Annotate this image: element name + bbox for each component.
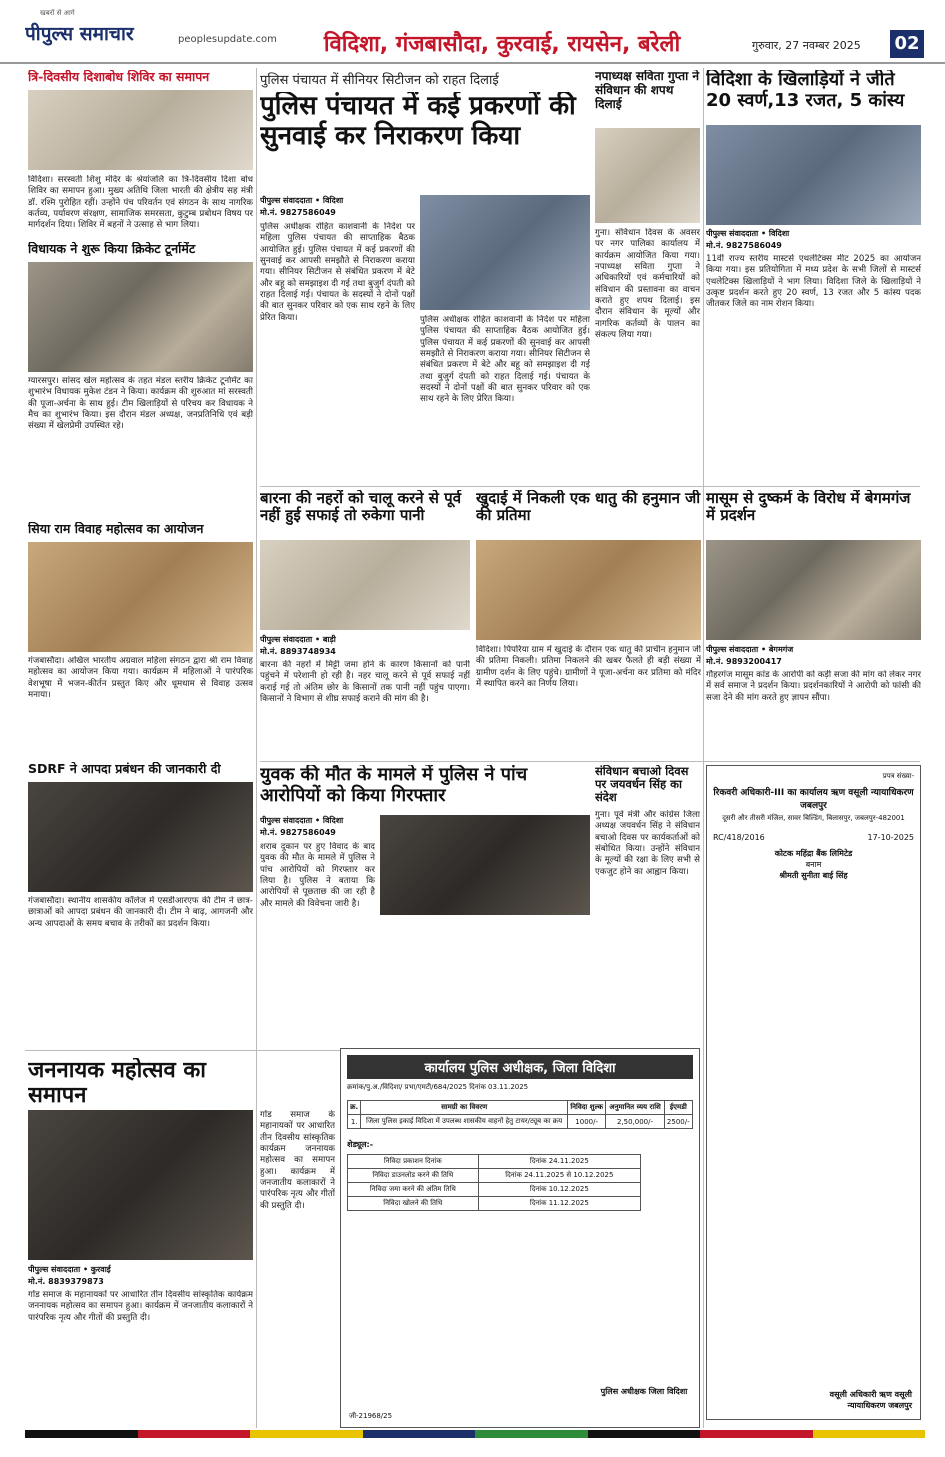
table-row	[348, 1169, 641, 1183]
tender-header-row	[348, 1101, 693, 1115]
table-row	[348, 1197, 641, 1211]
tender-notice	[340, 1048, 700, 1428]
byline-main: पीपुल्स संवाददाता • विदिशा	[260, 196, 344, 205]
table-row	[348, 1155, 641, 1169]
court-heading: प्रपत्र संख्या-	[882, 772, 914, 780]
edition-cities: विदिशा, गंजबासौदा, कुरवाई, रायसेन, बरेली	[323, 32, 681, 57]
body-canal: बारना की नहरों में मिट्टी जमा होने के कारण किसानों को पानी पहुंचने में परेशानी हो रही है। नहर चालू करने से पूर्व सफाई नहीं कराई गई तो अंतिम छोर के किसानों तक पानी नहीं पहुंच पाएगा। किसानों ने विभाग से शीघ्र सफाई कराने की मांग की है।	[260, 660, 470, 705]
tender-cell: जिला पुलिस इकाई विदिशा में उपलब्ध शासकीय वाहनों हेतु टायर/ट्यूब का क्रय	[361, 1115, 567, 1129]
headline-hanuman: खुदाई में निकली एक धातु की हनुमान जी की प्रतिमा	[476, 490, 701, 525]
headline-sports: विदिशा के खिलाड़ियों ने जीते 20 स्वर्ण,13 रजत, 5 कांस्य	[706, 70, 905, 111]
website-link[interactable]: peoplesupdate.com	[178, 34, 277, 45]
photo-murder	[380, 815, 590, 915]
photo-janjatiya	[28, 1110, 253, 1260]
headline-main: पुलिस पंचायत में कई प्रकरणों की सुनवाई कर निराकरण किया	[260, 92, 576, 151]
headline-protest: मासूम से दुष्कर्म के विरोध में बेगमगंज में प्रदर्शन	[706, 490, 911, 525]
byline-canal: पीपुल्स संवाददाता • बाड़ी	[260, 635, 336, 644]
column-divider	[703, 68, 704, 1428]
tender-col: निविदा शुल्क	[567, 1101, 606, 1115]
tender-ref: क्रमांक/पु.अ./विदिशा/ प्रभा/एमटी/684/2025 दिनांक 03.11.2025	[347, 1083, 529, 1091]
tender-schedule-title: शेड्यूल:-	[347, 1140, 374, 1149]
footer-color-bar	[25, 1430, 925, 1438]
body-main-cont: पुलिस अधीक्षक रोहित काशवानी के निर्देश पर महिला पुलिस पंचायत की साप्ताहिक बैठक आयोजित हुई। पुलिस पंचायत में कई प्रकरणों की सुनवाई कर आपसी समझौते से निराकरण कराया गया। सीनियर सिटीजन से संबंधित प्रकरण में बेटे और बहू को समझाइश दी गई तथा बुजुर्ग दंपती को राहत दिलाई गई। पंचायत के सदस्यों ने दोनों पक्षों की बात सुनकर परिवार को एक साथ रहने के लिए प्रेरित किया।	[420, 315, 590, 405]
body-protest: गौहरगंज मासूम कांड के आरोपी को कड़ी सजा की मांग को लेकर नगर में सर्व समाज ने प्रदर्शन किया। प्रदर्शनकारियों ने आरोपी को फांसी की सजा देने की मांग करते हुए ज्ञापन सौंपा।	[706, 670, 921, 703]
byline-protest: पीपुल्स संवाददाता • बेगमगंज	[706, 645, 794, 654]
schedule-label: निविदा डाउनलोड करने की तिथि	[348, 1169, 479, 1183]
body-main: पुलिस अधीक्षक रोहित काशवानी के निर्देश पर महिला पुलिस पंचायत की साप्ताहिक बैठक आयोजित हुई। पुलिस पंचायत में कई प्रकरणों की सुनवाई कर आपसी समझौते से निराकरण कराया गया। सीनियर सिटीजन से संबंधित प्रकरण में बेटे और बहू को समझाइश दी गई तथा बुजुर्ग दंपती को राहत दिलाई गई। पंचायत के सदस्यों ने दोनों पक्षों की बात सुनकर परिवार को एक साथ रहने के लिए प्रेरित किया।	[260, 222, 415, 323]
body-cricket: ग्यारसपुर। सांसद खेल महोत्सव के तहत मंडल स्तरीय क्रिकेट टूर्नामेंट का शुभारंभ विधायक मुकेश टंडन ने किया। कार्यक्रम की शुरुआत मां सरस्वती की पूजा-अर्चना के साथ हुई। टीम खिलाड़ियों से परिचय कर विधायक ने मैच का शुभारंभ किया। इस दौरान मंडल अध्यक्ष, जनप्रतिनिधि एवं बड़ी संख्या में खेलप्रेमी उपस्थित रहे।	[28, 376, 253, 432]
court-sign: वसूली अधिकारी ऋण वसूली न्यायाधिकरण जबलपुर	[829, 1390, 912, 1410]
body-sahsumat: गुना। संविधान दिवस के अवसर पर नगर पालिका कार्यालय में कार्यक्रम आयोजित किया गया। नपाध्यक्ष सविता गुप्ता ने अधिकारियों एवं कर्मचारियों को संविधान की प्रस्तावना का वाचन कराते हुए शपथ दिलाई। इस दौरान संविधान के मूल्यों और नागरिक कर्तव्यों के पालन का संकल्प लिया गया।	[595, 228, 700, 341]
byline-sports: पीपुल्स संवाददाता • विदिशा	[706, 229, 790, 238]
tender-table	[347, 1100, 693, 1129]
schedule-label: निविदा खोलने की तिथि	[348, 1197, 479, 1211]
photo-sdrf	[28, 782, 253, 892]
schedule-value: दिनांक 24.11.2025	[478, 1155, 640, 1169]
court-date: 17-10-2025	[867, 833, 914, 842]
mobile-murder: मो.नं. 9827586049	[260, 828, 336, 837]
table-row	[348, 1183, 641, 1197]
body-sdrf: गंजबासौदा। स्थानीय शासकीय कॉलेज में एसडीआरएफ की टीम ने छात्र-छात्राओं को आपदा प्रबंधन की जानकारी दी। टीम ने बाढ़, आगजनी और अन्य आपदाओं के समय बचाव के तरीकों का प्रदर्शन किया।	[28, 896, 253, 929]
body-janjatiya: गोंड समाज के महानायकों पर आधारित तीन दिवसीय सांस्कृतिक कार्यक्रम जननायक महोत्सव का समापन हुआ। कार्यक्रम में जनजातीय कलाकारों ने पारंपरिक नृत्य और गीतों की प्रस्तुति दी।	[28, 1290, 253, 1323]
body-vivah: गंजबासौदा। अखिल भारतीय अग्रवाल महिला संगठन द्वारा श्री राम विवाह महोत्सव का आयोजन किया गया। कार्यक्रम में महिलाओं ने पारंपरिक वेशभूषा में भजन-कीर्तन प्रस्तुत किए और धूमधाम से विवाह उत्सव मनाया।	[28, 656, 253, 701]
headline-canal: बारना की नहरों को चालू करने से पूर्व नहीं हुई सफाई तो रुकेगा पानी	[260, 490, 462, 525]
schedule-value: दिनांक 24.11.2025 से 10.12.2025	[478, 1169, 640, 1183]
mobile-main: मो.नं. 9827586049	[260, 208, 336, 217]
logo-tagline: खबरों से आगे	[40, 9, 75, 17]
photo-cricket	[28, 262, 253, 372]
body-murder: शराब दुकान पर हुए विवाद के बाद युवक की मौत के मामले में पुलिस ने पांच आरोपियों को गिरफ्तार कर लिया है। पुलिस ने बताया कि आरोपियों से पूछताछ की जा रही है और मामले की विवेचना जारी है।	[260, 842, 375, 909]
court-bank: कोटक महिंद्रा बैंक लिमिटेड	[774, 849, 853, 858]
body-sports: 11वीं राज्य स्तरीय मास्टर्स एथलेटिक्स मीट 2025 का आयोजन किया गया। इस प्रतियोगिता में मध्य प्रदेश के सभी जिलों से मास्टर्स एथलेटिक्स खिलाड़ियों ने भाग लिया। विदिशा जिले के खिलाड़ियों ने उत्कृष्ट प्रदर्शन करते हुए 20 स्वर्ण, 13 रजत और 5 कांस्य पदक जीतकर जिले का नाम रोशन किया।	[706, 254, 921, 310]
tender-signature: पुलिस अधीक्षक जिला विदिशा	[600, 1387, 688, 1396]
court-case: RC/418/2016	[713, 833, 765, 842]
byline-murder: पीपुल्स संवाददाता • विदिशा	[260, 816, 344, 825]
headline-murder: युवक की मौत के मामले में पुलिस ने पांच आरोपियों को किया गिरफ्तार	[260, 765, 528, 806]
byline-janjatiya: पीपुल्स संवाददाता • कुरवाई	[28, 1265, 111, 1274]
schedule-label: निविदा जमा करने की अंतिम तिथि	[348, 1183, 479, 1197]
kicker-main: पुलिस पंचायत में सीनियर सिटीजन को राहत दिलाई	[260, 73, 499, 88]
column-divider	[256, 68, 257, 1428]
photo-main	[420, 195, 590, 310]
photo-sports	[706, 125, 921, 225]
newspaper-logo[interactable]: पीपुल्स समाचार	[25, 23, 134, 45]
tender-col: क्र.	[348, 1101, 361, 1115]
photo-vivah	[28, 542, 253, 652]
table-row	[348, 1115, 693, 1129]
photo-shivir	[28, 90, 253, 170]
photo-protest	[706, 540, 921, 640]
edition-date: गुरुवार, 27 नवम्बर 2025	[752, 39, 861, 52]
headline-janjatiya: जननायक महोत्सव का समापन	[28, 1058, 206, 1109]
photo-sahsumat	[595, 128, 700, 223]
mobile-canal: मो.नं. 8893748934	[260, 647, 336, 656]
headline-shivir: त्रि-दिवसीय दिशाबोध शिविर का समापन	[28, 70, 210, 84]
tender-cell: 2,50,000/-	[606, 1115, 664, 1129]
court-versus: बनाम	[805, 860, 822, 869]
schedule-value: दिनांक 10.12.2025	[478, 1183, 640, 1197]
mobile-janjatiya: मो.नं. 8839379873	[28, 1277, 104, 1286]
tender-col: सामग्री का विवरण	[361, 1101, 567, 1115]
row-divider	[260, 486, 920, 487]
schedule-label: निविदा प्रकाशन दिनांक	[348, 1155, 479, 1169]
headline-samvidhan: संविधान बचाओ दिवस पर जयवर्धन सिंह का संदेश	[595, 765, 689, 805]
tender-col: ईएमडी	[664, 1101, 692, 1115]
court-notice	[706, 765, 921, 1420]
tender-footer: जी-21968/25	[349, 1412, 393, 1420]
tender-cell: 1000/-	[567, 1115, 606, 1129]
schedule-value: दिनांक 11.12.2025	[478, 1197, 640, 1211]
headline-vivah: सिया राम विवाह महोत्सव का आयोजन	[28, 522, 204, 536]
tender-col: अनुमानित व्यय राशि	[606, 1101, 664, 1115]
headline-sdrf: SDRF ने आपदा प्रबंधन की जानकारी दी	[28, 762, 221, 776]
body-samvidhan: गुना। पूर्व मंत्री और कांग्रेस जिला अध्यक्ष जयवर्धन सिंह ने संविधान बचाओ दिवस पर कार्यकर्ताओं को संबोधित किया। उन्होंने संविधान के मूल्यों की रक्षा के लिए सभी से एकजुट होने का आह्वान किया।	[595, 810, 700, 877]
page-number: 02	[890, 30, 924, 58]
body-hanuman: विदिशा। पिपरिया ग्राम में खुदाई के दौरान एक धातु की प्राचीन हनुमान जी की प्रतिमा निकली। प्रतिमा निकलने की खबर फैलते ही बड़ी संख्या में ग्रामीण दर्शन के लिए पहुंचे। ग्रामीणों ने पूजा-अर्चना कर प्रतिमा को मंदिर में स्थापित करने का निर्णय लिया।	[476, 645, 701, 690]
row-divider	[260, 761, 920, 762]
tender-schedule	[347, 1154, 641, 1211]
body-janjatiya-cont: गोंड समाज के महानायकों पर आधारित तीन दिवसीय सांस्कृतिक कार्यक्रम जननायक महोत्सव का समापन हुआ। कार्यक्रम में जनजातीय कलाकारों ने पारंपरिक नृत्य और गीतों की प्रस्तुति दी।	[260, 1110, 335, 1211]
tender-cell: 1.	[348, 1115, 361, 1129]
photo-hanuman	[476, 540, 701, 640]
row-divider	[25, 1050, 340, 1051]
photo-canal	[260, 540, 470, 630]
tender-cell: 2500/-	[664, 1115, 692, 1129]
mobile-protest: मो.नं. 9893200417	[706, 657, 782, 666]
mobile-sports: मो.नं. 9827586049	[706, 241, 782, 250]
tender-title: कार्यालय पुलिस अधीक्षक, जिला विदिशा	[347, 1055, 693, 1079]
court-address: दूसरी और तीसरी मंजिल, सावर बिल्डिंग, बिलासपुर, जबलपुर-482001	[722, 814, 905, 822]
court-office: रिकवरी अधिकारी-III का कार्यालय ऋण वसूली न्यायाधिकरण जबलपुर	[713, 788, 914, 811]
court-party: श्रीमती सुनीता बाई सिंह	[779, 871, 848, 880]
headline-cricket: विधायक ने शुरू किया क्रिकेट टूर्नामेंट	[28, 242, 196, 256]
headline-sahsumat: नपाध्यक्ष सविता गुप्ता ने संविधान की शपथ दिलाई	[595, 70, 700, 111]
body-shivir: विदिशा। सरस्वती शिशु मंदिर के श्रेयांजलि का त्रि-दिवसीय दिशा बोध शिविर का समापन हुआ। मुख्य अतिथि जिला भारती की क्षेत्रीय सह मंत्री डॉ. रश्मि पुरोहित रहीं। उन्होंने पंच परिवर्तन एवं संगठन के साथ नागरिक कर्तव्य, पर्यावरण संरक्षण, सामाजिक समरसता, कुटुम्ब प्रबोधन विषय पर मार्गदर्शन दिया। शिविर में बहनों ने उत्साह से भाग लिया।	[28, 175, 253, 231]
